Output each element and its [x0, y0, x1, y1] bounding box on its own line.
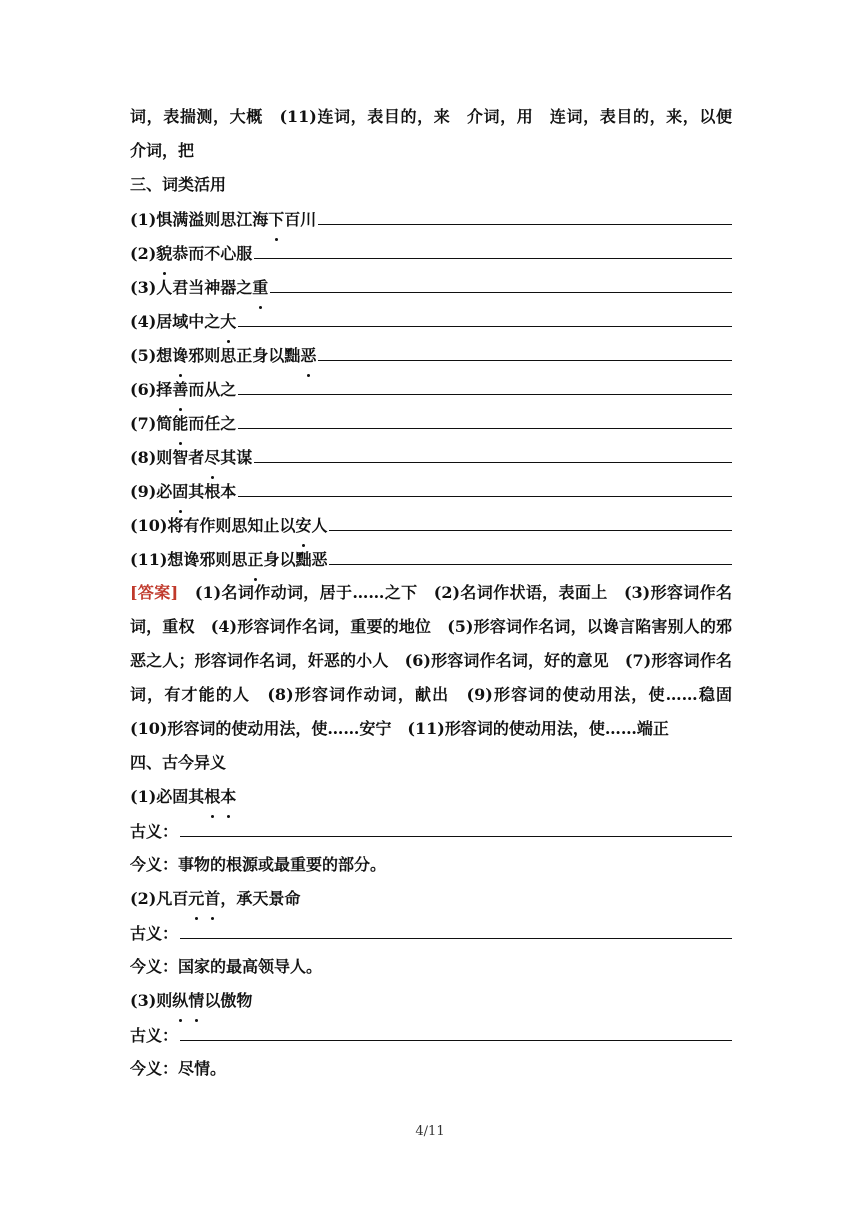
section3-items [130, 202, 732, 576]
item-prefix: (1)必固其 [130, 787, 205, 806]
answer-blank[interactable] [238, 474, 732, 497]
item-suffix: 人 [311, 516, 328, 535]
dotted-char: 下 [268, 203, 284, 237]
exercise-item [130, 270, 732, 304]
answer-blank[interactable] [329, 508, 732, 531]
dotted-char: 首 [204, 882, 220, 916]
item-prefix: (8)则智者 [130, 448, 205, 467]
section-title-4: 四、古今异义 [130, 753, 227, 772]
answer-blank[interactable] [180, 1018, 732, 1041]
item-prefix: (1)惧满溢则思江海 [130, 210, 269, 229]
exercise-item [130, 780, 732, 814]
dotted-char: 尽 [204, 441, 220, 475]
ancient-meaning-label: 古义： [130, 822, 179, 841]
dotted-char: 固 [172, 475, 188, 509]
item-suffix: 邪则思正身以黜 [188, 346, 301, 365]
item-suffix: 身以黜恶 [263, 550, 328, 569]
item-prefix: (7)简 [130, 414, 173, 433]
answer-blank[interactable] [329, 542, 732, 565]
dotted-char: 善 [172, 373, 188, 407]
item-prefix: (2)凡百 [130, 889, 189, 908]
item-prefix: (6)择 [130, 380, 173, 399]
answer-blank[interactable] [318, 338, 732, 361]
answer-blank[interactable] [238, 372, 732, 395]
exercise-item [130, 202, 732, 236]
item-prefix: (10)将有作则思知止以 [130, 516, 296, 535]
modern-meaning-row: 今义：事物的根源或最重要的部分。 [130, 855, 387, 874]
document-page [130, 100, 749, 1086]
exercise-item [130, 882, 732, 916]
section4-items [130, 780, 732, 1086]
dotted-char: 恶 [300, 339, 316, 373]
answer-block [130, 576, 749, 746]
dotted-char: 根 [204, 780, 220, 814]
exercise-item [130, 542, 732, 576]
item-suffix: 其谋 [220, 448, 253, 467]
answer-blank[interactable] [180, 916, 732, 939]
dotted-char: 本 [220, 780, 236, 814]
item-prefix: (2) [130, 244, 157, 263]
answer-blank[interactable] [318, 202, 732, 225]
modern-meaning-row: 今义：尽情。 [130, 1059, 227, 1078]
item-suffix: 以傲物 [204, 991, 253, 1010]
item-suffix: ，承天景命 [220, 889, 301, 908]
exercise-item [130, 984, 732, 1018]
exercise-item [130, 406, 732, 440]
dotted-char: 谗 [172, 339, 188, 373]
exercise-item [130, 474, 732, 508]
answer-blank[interactable] [254, 236, 732, 259]
item-suffix: 百川 [284, 210, 317, 229]
page-number: 4/11 [415, 1124, 445, 1139]
dotted-char: 能 [172, 407, 188, 441]
exercise-item [130, 440, 732, 474]
answer-label: [答案] [130, 583, 179, 602]
exercise-item [130, 236, 732, 270]
item-prefix: (11)想谗邪则思 [130, 550, 248, 569]
answer-blank[interactable] [238, 406, 732, 429]
dotted-char: 重 [252, 271, 268, 305]
ancient-meaning-label: 古义： [130, 924, 179, 943]
exercise-item [130, 338, 732, 372]
item-prefix: (3)人君当神器之 [130, 278, 253, 297]
dotted-char: 貌 [156, 237, 172, 271]
ancient-meaning-row [130, 1018, 732, 1052]
modern-meaning-row: 今义：国家的最高领导人。 [130, 957, 323, 976]
item-prefix: (3)则 [130, 991, 173, 1010]
item-prefix: (5)想 [130, 346, 173, 365]
answer-blank[interactable] [180, 814, 732, 837]
ancient-meaning-label: 古义： [130, 1026, 179, 1045]
ancient-meaning-row [130, 916, 732, 950]
item-suffix: 而从之 [188, 380, 237, 399]
intro-paragraph: 词，表揣测，大概 (11)连词，表目的，来 介词，用 连词，表目的，来，以便 介词，把 [130, 107, 749, 160]
answer-blank[interactable] [254, 440, 732, 463]
dotted-char: 大 [220, 305, 236, 339]
exercise-item [130, 372, 732, 406]
dotted-char: 纵 [172, 984, 188, 1018]
ancient-meaning-row [130, 814, 732, 848]
dotted-char: 安 [295, 509, 311, 543]
dotted-char: 元 [188, 882, 204, 916]
answer-text: (1)名词作动词，居于……之下 (2)名词作状语，表面上 (3)形容词作名词，重权 (4)形容词作名词，重要的地位 (5)形容词作名词，以谗言陷害别人的邪恶之人；形容词作名词，奸恶的小人 (6)形容词作名词，好的意见 (7)形容词作名词，有才能的人 (8)形容词作动词，献出 (9)形容词的使动用法，使……稳固 (10)形容词的使动用法，使……安宁 (11)形容词的使动用法，使……端正 [130, 583, 749, 738]
item-prefix: (4)居域中之 [130, 312, 221, 331]
item-prefix: (9)必 [130, 482, 173, 501]
exercise-item [130, 304, 732, 338]
item-suffix: 而任之 [188, 414, 237, 433]
exercise-item [130, 508, 732, 542]
dotted-char: 正 [247, 543, 263, 577]
dotted-char: 情 [188, 984, 204, 1018]
section-title-3: 三、词类活用 [130, 175, 227, 194]
item-suffix: 其根本 [188, 482, 237, 501]
answer-blank[interactable] [238, 304, 732, 327]
item-suffix: 恭而不心服 [172, 244, 253, 263]
answer-blank[interactable] [270, 270, 732, 293]
